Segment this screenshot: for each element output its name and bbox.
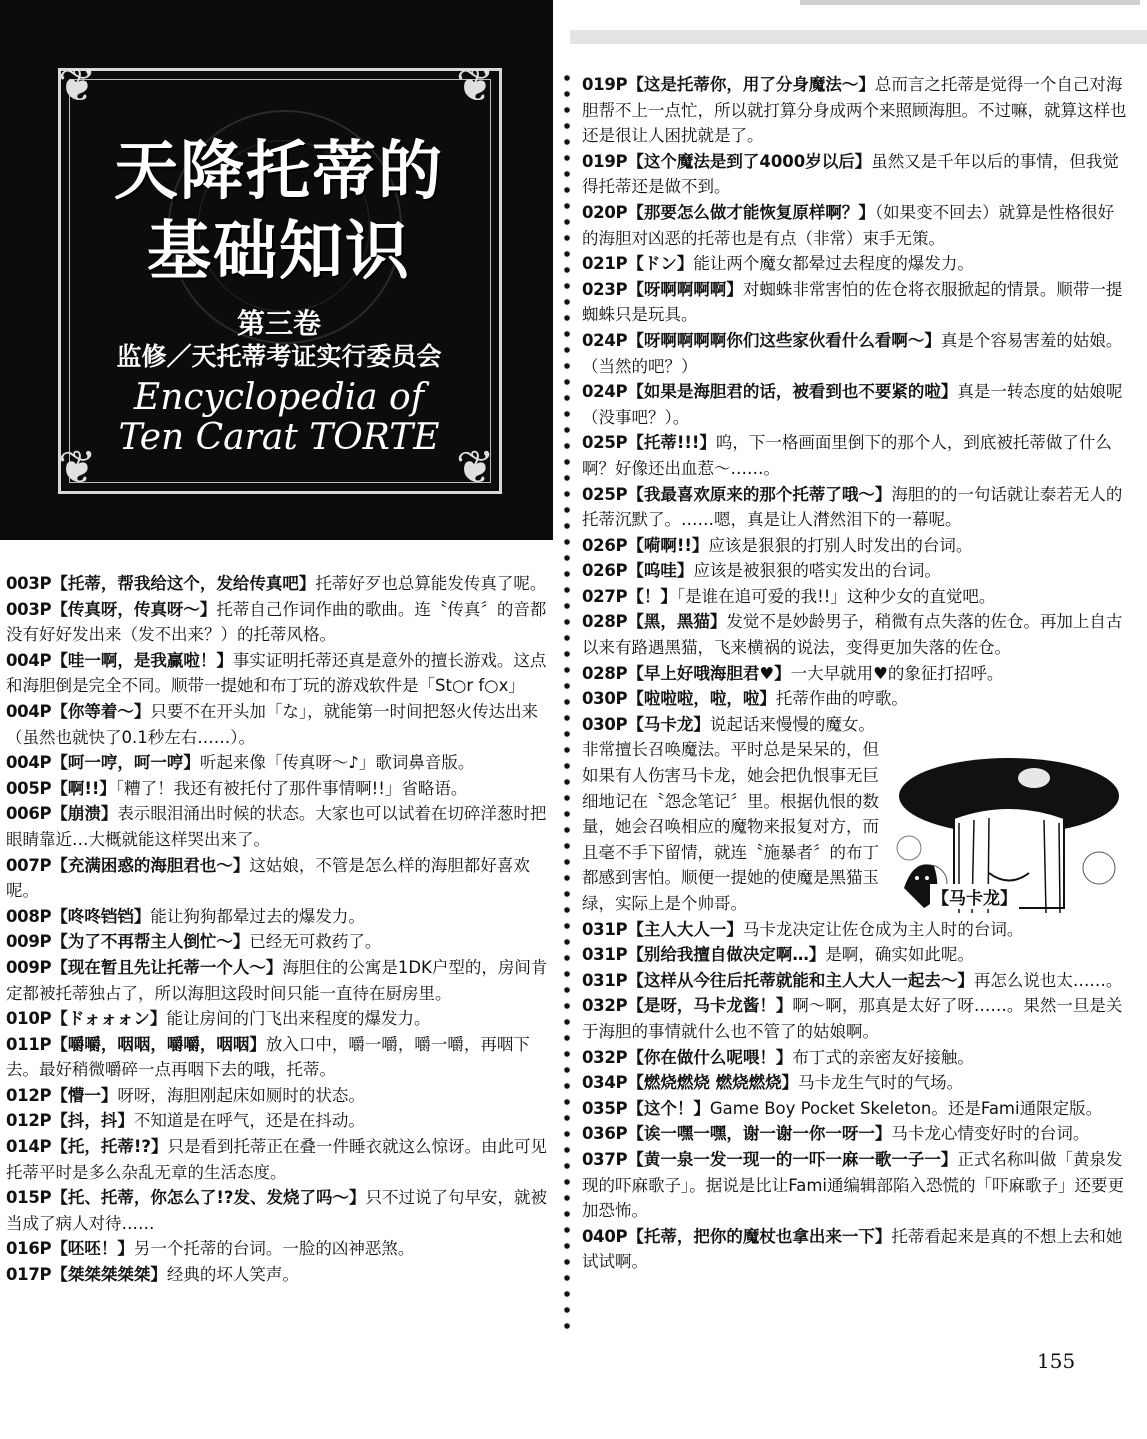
page-ref: 019P xyxy=(582,151,628,171)
glossary-entry xyxy=(582,149,1130,200)
volume-label: 第三卷 xyxy=(236,307,321,340)
entry-text: 已经无可救药了。 xyxy=(249,932,382,952)
entry-term: 【你在做什么呢喂！】 xyxy=(627,1047,793,1067)
glossary-entry xyxy=(582,482,1130,533)
entry-text: 只要不在开头加「な」，就能第一时间把怒火传达出来（虽然也就快了0.1秒左右……）。 xyxy=(6,701,539,747)
glossary-entry xyxy=(6,1006,554,1032)
entry-term: 【充满困惑的海胆君也～】 xyxy=(51,855,250,875)
page-ref: 012P xyxy=(6,1085,52,1105)
glossary-entry xyxy=(582,1147,1130,1224)
page-ref: 004P xyxy=(6,753,52,773)
entry-text: 「糟了！我还有被托付了那件事情啊!!」省略语。 xyxy=(115,778,468,798)
entry-term: 【桀桀桀桀桀】 xyxy=(51,1265,167,1285)
corner-ornament-icon: ❦ xyxy=(456,58,495,112)
glossary-entry xyxy=(582,917,1130,943)
glossary-entry xyxy=(6,1236,554,1262)
glossary-entry xyxy=(6,1083,554,1109)
page-ref: 024P xyxy=(582,382,628,402)
entry-text: 只不过说了句早安，就被当成了病人对待…… xyxy=(6,1188,547,1233)
page-ref: 030P xyxy=(582,714,628,734)
glossary-entry xyxy=(582,609,1130,660)
entry-term: 【这个！】 xyxy=(627,1098,710,1118)
page-ref: 019P xyxy=(582,75,628,94)
entry-text: 马卡龙心情变好时的台词。 xyxy=(891,1124,1090,1144)
page-ref: 016P xyxy=(6,1239,52,1259)
page-ref: 037P xyxy=(582,1149,628,1169)
page-ref: 021P xyxy=(582,254,628,274)
left-column xyxy=(6,571,554,1288)
glossary-entry xyxy=(582,1045,1130,1071)
page-ref: 005P xyxy=(6,778,52,798)
page-ref: 028P xyxy=(582,612,628,632)
entry-text: 呜，下一格画面里倒下的那个人，到底被托蒂做了什么啊？好像还出血惹～……。 xyxy=(582,433,1112,478)
page-ref: 031P xyxy=(582,919,628,939)
page-ref: 017P xyxy=(6,1265,52,1285)
entry-term: 【如果是海胆君的话，被看到也不要紧的啦】 xyxy=(627,382,958,402)
glossary-entry xyxy=(582,584,1130,610)
glossary-entry xyxy=(6,1185,554,1236)
entry-term: 【呸呸！】 xyxy=(51,1239,134,1259)
glossary-entry xyxy=(582,1070,1130,1096)
supervisor-label: 监修／天托蒂考证实行委员会 xyxy=(116,342,442,371)
page-ref: 012P xyxy=(6,1111,52,1131)
entry-term: 【托蒂!!!】 xyxy=(627,433,716,453)
entry-term: 【黑，黑猫】 xyxy=(627,612,727,632)
right-column xyxy=(582,72,1130,1275)
page-ref: 025P xyxy=(582,433,628,453)
entry-term: 【抖，抖】 xyxy=(51,1111,134,1131)
page-ref: 023P xyxy=(582,279,628,299)
glossary-entry xyxy=(582,558,1130,584)
entry-term: 【啊!!】 xyxy=(51,778,116,798)
entry-term: 【马卡龙】 xyxy=(627,714,710,734)
bleed-through-decoration xyxy=(570,0,1147,60)
entry-text: 不知道是在呼气，还是在抖动。 xyxy=(133,1111,365,1131)
glossary-entry xyxy=(6,750,554,776)
entry-term: 【燃烧燃烧 燃烧燃烧】 xyxy=(627,1073,799,1093)
glossary-entry xyxy=(6,1134,554,1185)
entry-text: （如果变不回去）就算是性格很好的海胆对凶恶的托蒂也是有点（非常）束手无策。 xyxy=(582,202,1115,248)
entry-term: 【崩溃】 xyxy=(51,804,118,824)
illustration-caption: 【马卡龙】 xyxy=(930,884,1019,909)
entry-text: 托蒂作曲的哼歌。 xyxy=(775,689,908,709)
entry-text: 布丁式的亲密友好接触。 xyxy=(792,1047,974,1067)
corner-ornament-icon: ❦ xyxy=(58,440,97,494)
entry-text: 海胆的的一句话就让泰若无人的托蒂沉默了。……嗯，真是让人潸然泪下的一幕呢。 xyxy=(582,484,1123,530)
glossary-entry xyxy=(6,1262,554,1288)
glossary-entry xyxy=(582,661,1130,687)
page-ref: 004P xyxy=(6,701,52,721)
entry-term: 【嗬啊!!】 xyxy=(627,535,709,555)
page-ref: 008P xyxy=(6,906,52,926)
page-ref: 010P xyxy=(6,1009,52,1029)
entry-text: 马卡龙生气时的气场。 xyxy=(798,1073,964,1093)
page-ref: 020P xyxy=(582,202,628,222)
entry-text: 应该是被狠狠的嗒实发出的台词。 xyxy=(693,561,941,581)
entry-text: 「是谁在追可爱的我!!」这种少女的直觉吧。 xyxy=(676,586,996,606)
entry-text: 托蒂自己作词作曲的歌曲。连〝传真〞的音都没有好好发出来（发不出来？）的托蒂风格。 xyxy=(6,599,547,645)
glossary-entry xyxy=(582,200,1130,251)
glossary-entry xyxy=(582,942,1130,968)
entry-text: 托蒂看起来是真的不想上去和她试试啊。 xyxy=(582,1226,1123,1272)
entry-term: 【那要怎么做才能恢复原样啊？】 xyxy=(627,202,875,222)
entry-term: 【现在暂且先让托蒂一个人～】 xyxy=(51,957,283,977)
glossary-entry xyxy=(6,1032,554,1083)
entry-text: 对蜘蛛非常害怕的佐仓将衣服掀起的情景。顺带一提蜘蛛只是玩具。 xyxy=(582,279,1123,325)
english-title-line-2: Ten Carat TORTE xyxy=(118,417,440,458)
corner-ornament-icon: ❦ xyxy=(58,58,97,112)
entry-term: 【呀啊啊啊啊】 xyxy=(627,279,743,299)
entry-text: 能让房间的门飞出来程度的爆发力。 xyxy=(166,1009,431,1029)
entry-term: 【托蒂，帮我给这个，发给传真吧】 xyxy=(51,574,316,593)
entry-term: 【托，托蒂!?】 xyxy=(51,1137,168,1157)
entry-text: 一大早就用♥的象征打招呼。 xyxy=(790,663,1004,683)
page-ref: 030P xyxy=(582,689,628,709)
entry-text: 真是一转态度的姑娘呢（没事吧？）。 xyxy=(582,382,1123,427)
glossary-entry xyxy=(6,929,554,955)
entry-text: 听起来像「传真呀～♪」歌词鼻音版。 xyxy=(199,753,475,773)
glossary-entry xyxy=(582,993,1130,1044)
entry-text: 表示眼泪涌出时候的状态。大家也可以试着在切碎洋葱时把眼睛靠近…大概就能这样哭出来了。 xyxy=(6,804,547,849)
glossary-entry xyxy=(6,776,554,802)
entry-term: 【托、托蒂，你怎么了!?发、发烧了吗～】 xyxy=(51,1188,366,1208)
page-ref: 007P xyxy=(6,855,52,875)
entry-text: 事实证明托蒂还真是意外的擅长游戏。这点和海胆倒是完全不同。顺带一提她和布丁玩的游戏软件是「St○r f○x」 xyxy=(6,650,547,696)
page-ref: 003P xyxy=(6,599,52,619)
glossary-entry xyxy=(582,968,1130,994)
entry-text: 呀呀，海胆刚起床如厕时的状态。 xyxy=(117,1085,365,1105)
glossary-entry xyxy=(582,277,1130,328)
entry-term: 【哇一啊，是我赢啦！】 xyxy=(51,650,233,670)
glossary-entry xyxy=(6,904,554,930)
entry-text: 能让狗狗都晕过去的爆发力。 xyxy=(150,906,365,926)
page-ref: 036P xyxy=(582,1124,628,1144)
glossary-entry xyxy=(6,699,554,750)
glossary-entry xyxy=(582,1224,1130,1275)
entry-text: 托蒂好歹也总算能发传真了呢。 xyxy=(315,574,547,593)
entry-text: Game Boy Pocket Skeleton。还是Fami通限定版。 xyxy=(709,1098,1103,1118)
entry-text: 说起话来慢慢的魔女。非常擅长召唤魔法。平时总是呆呆的，但如果有人伤害马卡龙，她会把仇恨事无巨细地记在〝怨念笔记〞里。根据仇恨的数量，她会召唤相应的魔物来报复对方，而且毫不手下留情，就连〝施暴者〞的布丁都感到害怕。顺便一提她的使魔是黑猫玉绿，实际上是个帅哥。 xyxy=(582,714,879,913)
entry-term: 【这个魔法是到了4000岁以后】 xyxy=(627,151,872,171)
entry-term: 【是呀，马卡龙酱！】 xyxy=(627,996,793,1016)
entry-term: 【呀啊啊啊啊你们这些家伙看什么看啊～】 xyxy=(627,330,941,350)
page-ref: 034P xyxy=(582,1073,628,1093)
entry-term: 【呵一哼，呵一哼】 xyxy=(51,753,200,773)
page-ref: 024P xyxy=(582,330,628,350)
page-ref: 009P xyxy=(6,932,52,952)
title-panel xyxy=(0,0,553,540)
page-ref: 026P xyxy=(582,535,628,555)
page-ref: 031P xyxy=(582,970,628,990)
entry-term: 【传真呀，传真呀～】 xyxy=(51,599,217,619)
entry-term: 【诶一嘿一嘿，谢一谢一你一呀一】 xyxy=(627,1124,892,1144)
entry-term: 【这样从今往后托蒂就能和主人大人一起去～】 xyxy=(627,970,974,990)
page-ref: 014P xyxy=(6,1137,52,1157)
entry-term: 【ドン】 xyxy=(627,254,694,274)
entry-text: 总而言之托蒂是觉得一个自己对海胆帮不上一点忙，所以就打算分身成两个来照顾海胆。不过嘛，就算这样也还是很让人困扰就是了。 xyxy=(582,75,1127,146)
glossary-entry xyxy=(582,379,1130,430)
page-ref: 040P xyxy=(582,1226,628,1246)
page-ref: 006P xyxy=(6,804,52,824)
entry-text: 应该是狠狠的打别人时发出的台词。 xyxy=(708,535,973,555)
page-ref: 003P xyxy=(6,574,52,593)
glossary-entry xyxy=(6,597,554,648)
glossary-entry xyxy=(582,1121,1130,1147)
glossary-entry xyxy=(582,533,1130,559)
column-divider xyxy=(560,70,574,1330)
entry-text: 经典的坏人笑声。 xyxy=(166,1265,299,1285)
entry-text: 虽然又是千年以后的事情，但我觉得托蒂还是做不到。 xyxy=(582,151,1119,197)
entry-text: 正式名称叫做「黄泉发现的吓麻歌子」。据说是比让Fami通编辑部陷入恐慌的「吓麻歌子」还要更加恐怖。 xyxy=(582,1149,1124,1221)
glossary-entry xyxy=(6,801,554,852)
entry-text: 另一个托蒂的台词。一脸的凶神恶煞。 xyxy=(133,1239,415,1259)
glossary-entry xyxy=(582,430,1130,481)
entry-term: 【这是托蒂你，用了分身魔法～】 xyxy=(627,75,875,94)
page-ref: 015P xyxy=(6,1188,52,1208)
page-ref: 028P xyxy=(582,663,628,683)
entry-term: 【嚼嚼，咽咽，嚼嚼，咽咽】 xyxy=(51,1034,266,1054)
entry-text: 海胆住的公寓是1DK户型的，房间肯定都被托蒂独占了，所以海胆这段时间只能一直待在厨房里。 xyxy=(6,957,548,1003)
page-ref: 009P xyxy=(6,957,52,977)
glossary-entry xyxy=(6,955,554,1006)
page-ref: 031P xyxy=(582,945,628,965)
entry-term: 【呜哇】 xyxy=(627,561,694,581)
entry-text: 马卡龙决定让佐仓成为主人时的台词。 xyxy=(742,919,1024,939)
entry-term: 【别给我擅自做决定啊…】 xyxy=(627,945,826,965)
entry-term: 【！】 xyxy=(627,586,677,606)
glossary-entry xyxy=(582,251,1130,277)
entry-term: 【咚咚铛铛】 xyxy=(51,906,151,926)
page-ref: 035P xyxy=(582,1098,628,1118)
entry-term: 【啦啦啦，啦，啦】 xyxy=(627,689,776,709)
corner-ornament-icon: ❦ xyxy=(456,440,495,494)
entry-term: 【你等着～】 xyxy=(51,701,151,721)
entry-text: 放入口中，嚼一嚼，嚼一嚼，再咽下去。最好稍微嚼碎一点再咽下去的哦，托蒂。 xyxy=(6,1034,530,1080)
entry-text: 发觉不是妙龄男子，稍微有点失落的佐仓。再加上自古以来有路遇黑猫，飞来横祸的说法，变得更加失落的佐仓。 xyxy=(582,612,1123,658)
entry-text: 这姑娘，不管是怎么样的海胆都好喜欢呢。 xyxy=(6,855,530,901)
glossary-entry xyxy=(582,712,882,917)
glossary-entry xyxy=(582,1096,1130,1122)
entry-term: 【黄一泉一发一现一的一吓一麻一歌一子一】 xyxy=(627,1149,958,1169)
entry-text: 能让两个魔女都晕过去程度的爆发力。 xyxy=(693,254,974,274)
entry-text: 真是个容易害羞的姑娘。（当然的吧？） xyxy=(582,330,1123,376)
entry-term: 【我最喜欢原来的那个托蒂了哦～】 xyxy=(627,484,892,504)
page-ref: 032P xyxy=(582,1047,628,1067)
entry-term: 【ドォォォン】 xyxy=(51,1009,167,1029)
entry-term: 【懵一】 xyxy=(51,1085,118,1105)
entry-text: 再怎么说也太……。 xyxy=(973,970,1123,990)
entry-text: 只是看到托蒂正在叠一件睡衣就这么惊讶。由此可见托蒂平时是多么杂乱无章的生活态度。 xyxy=(6,1137,547,1182)
entry-term: 【早上好哦海胆君♥】 xyxy=(627,663,791,683)
english-title-line-1: Encyclopedia of xyxy=(133,377,425,418)
entry-term: 【主人大人一】 xyxy=(627,919,743,939)
title-line-1: 天降托蒂的 xyxy=(114,134,444,209)
glossary-entry xyxy=(582,686,1130,712)
page-number: 155 xyxy=(1037,1349,1076,1373)
page-ref: 004P xyxy=(6,650,52,670)
page-ref: 026P xyxy=(582,561,628,581)
glossary-entry xyxy=(582,72,1130,149)
glossary-entry xyxy=(582,328,1130,379)
page-ref: 011P xyxy=(6,1034,52,1054)
page-ref: 027P xyxy=(582,586,628,606)
glossary-entry xyxy=(6,1108,554,1134)
entry-term: 【托蒂，把你的魔杖也拿出来一下】 xyxy=(627,1226,892,1246)
page-ref: 025P xyxy=(582,484,628,504)
entry-term: 【为了不再帮主人倒忙～】 xyxy=(51,932,250,952)
entry-text: 是啊，确实如此呢。 xyxy=(825,945,974,965)
page-ref: 032P xyxy=(582,996,628,1016)
glossary-entry xyxy=(6,853,554,904)
entry-text: 啊～啊，那真是太好了呀……。果然一旦是关于海胆的事情就什么也不管了的姑娘啊。 xyxy=(582,996,1123,1041)
glossary-entry xyxy=(6,648,554,699)
glossary-entry xyxy=(6,571,554,597)
title-line-2: 基础知识 xyxy=(147,214,411,289)
